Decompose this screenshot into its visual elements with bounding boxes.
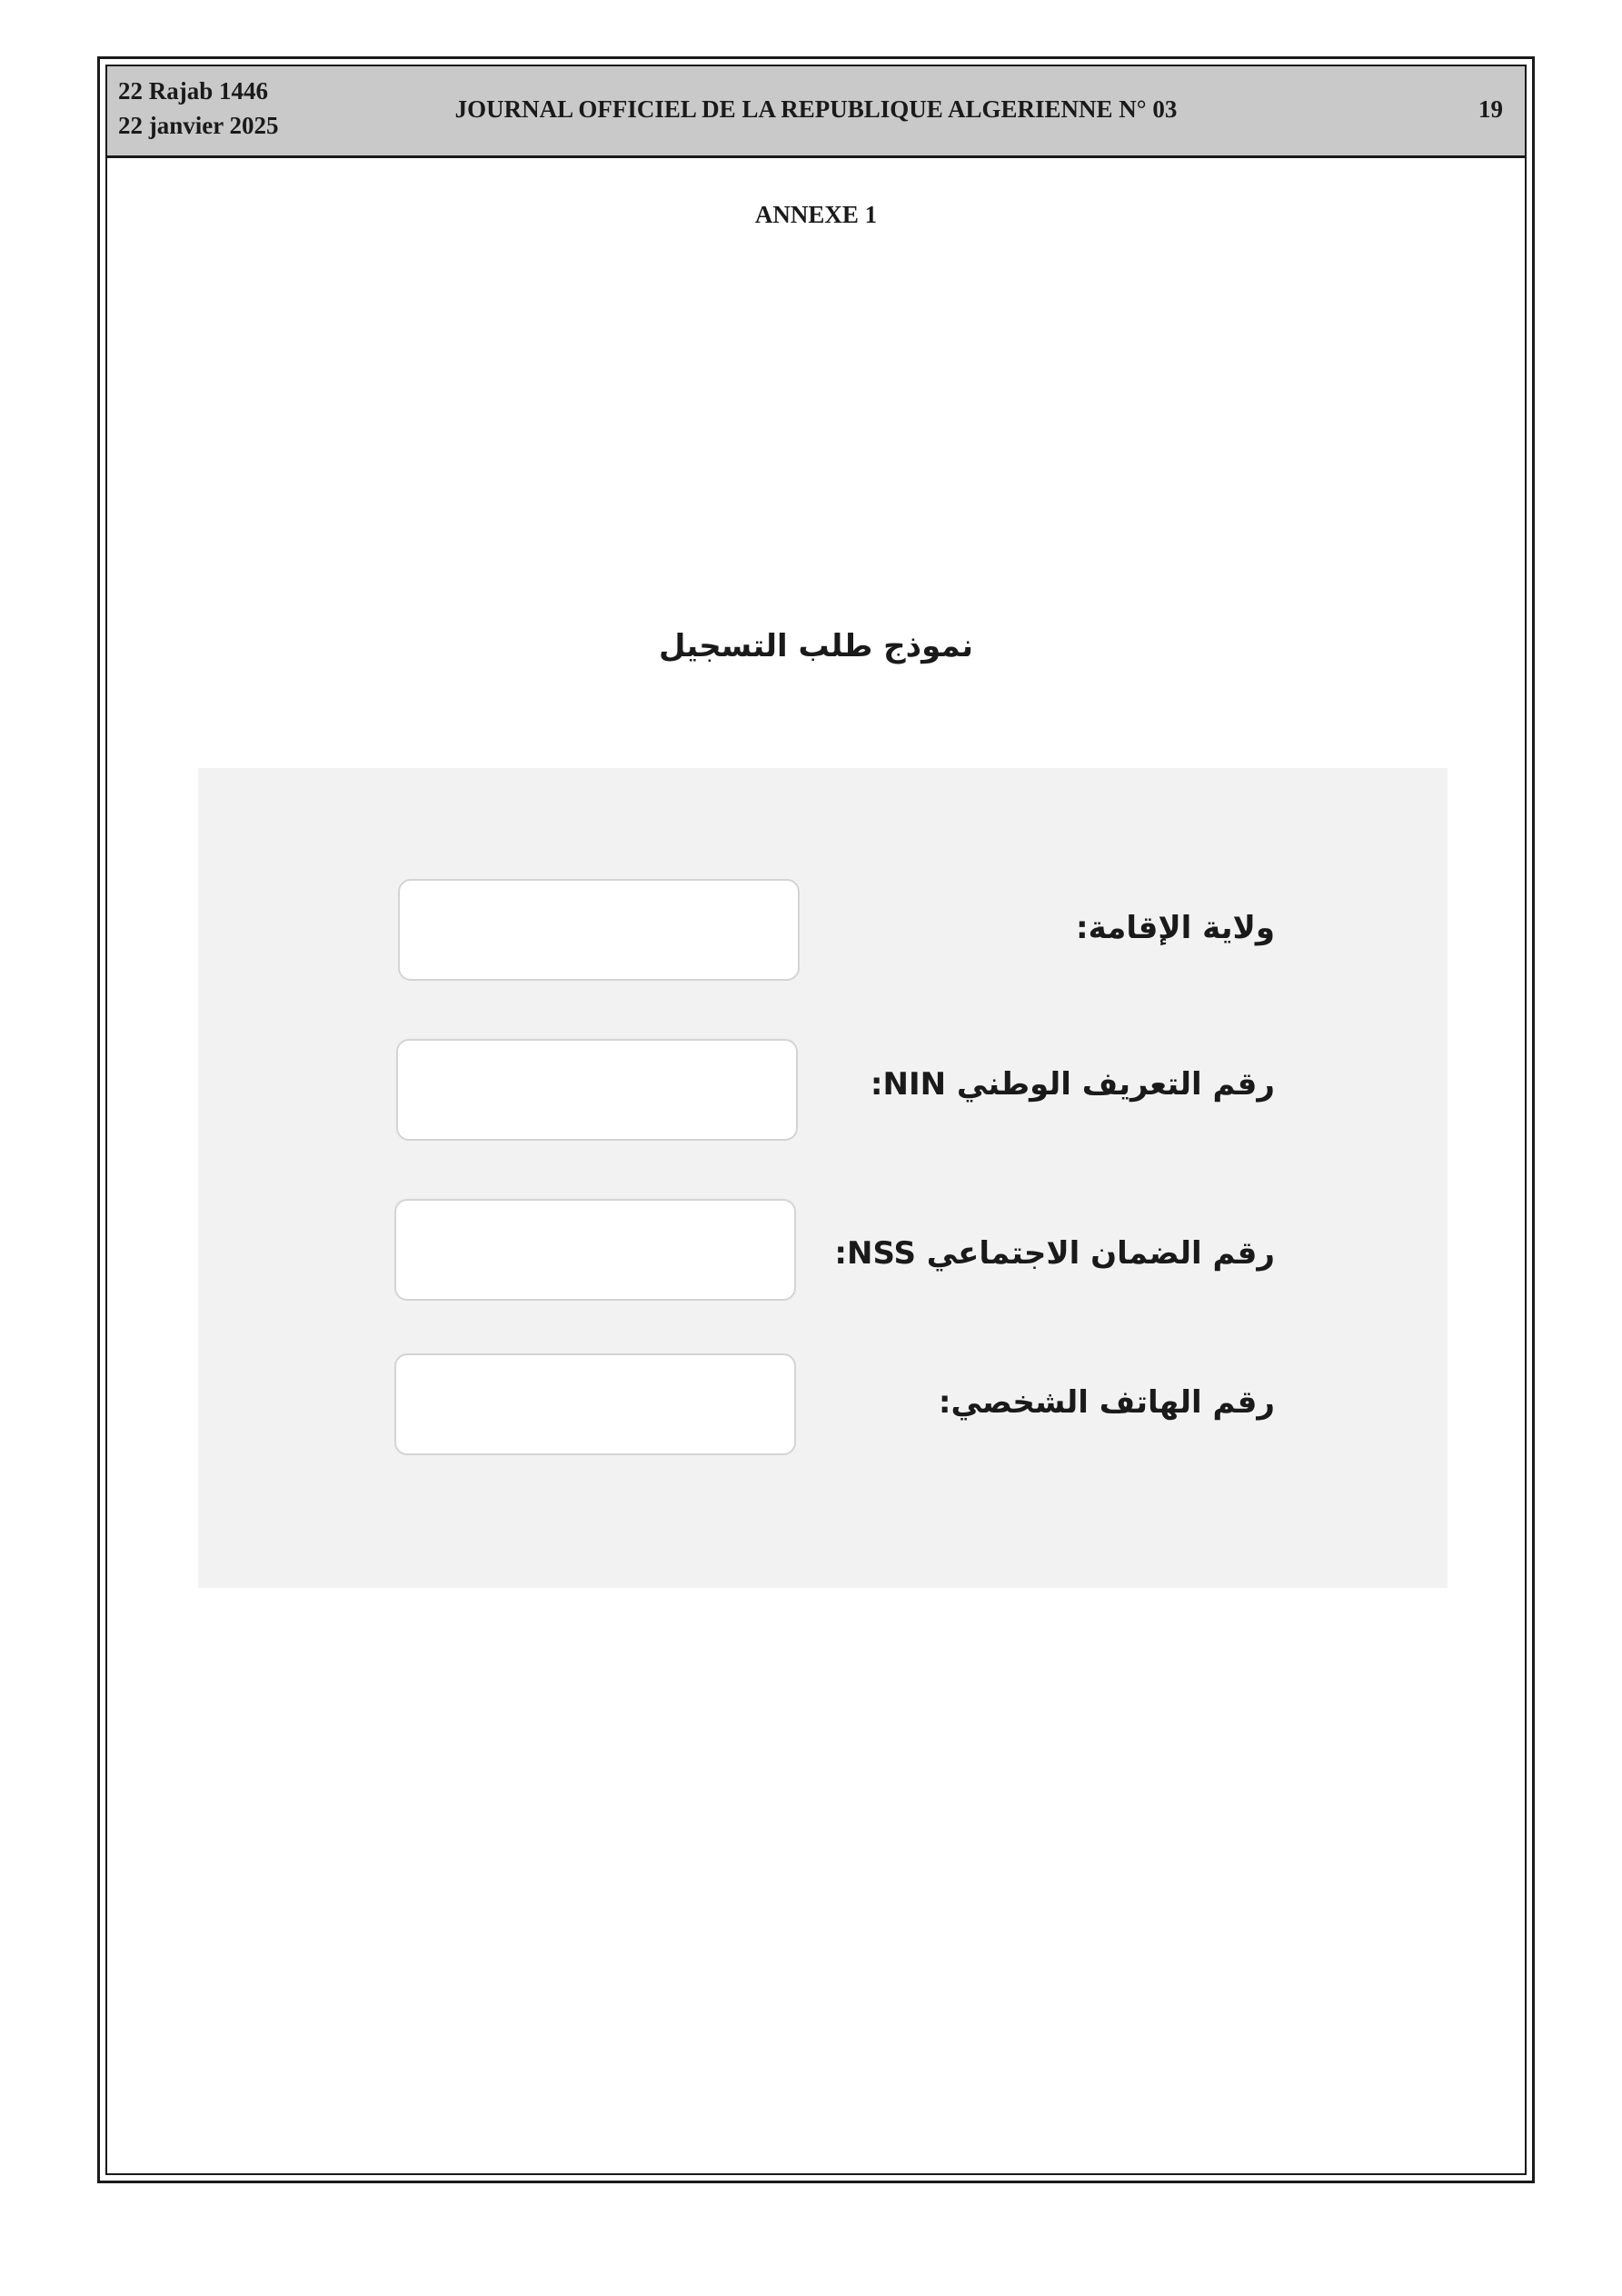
- phone-input[interactable]: [394, 1353, 796, 1455]
- field-row-nss: [198, 1199, 1448, 1303]
- journal-title: JOURNAL OFFICIEL DE LA REPUBLIQUE ALGERIENNE N° 03: [454, 95, 1178, 123]
- page-number: 19: [1478, 95, 1503, 123]
- header-date-gregorian: 22 janvier 2025: [118, 112, 279, 139]
- nss-label: رقم الضمان الاجتماعي NSS:: [834, 1235, 1275, 1272]
- form-title: نموذج طلب التسجيل: [658, 628, 974, 664]
- field-row-phone: [198, 1353, 1448, 1457]
- wilaya-input[interactable]: [398, 879, 800, 981]
- nss-input[interactable]: [394, 1199, 796, 1301]
- field-row-nin: [198, 1039, 1448, 1143]
- phone-label: رقم الهاتف الشخصي:: [938, 1384, 1275, 1421]
- field-row-wilaya: [198, 879, 1448, 983]
- page-header: [107, 66, 1525, 158]
- annex-title: ANNEXE 1: [754, 201, 878, 228]
- nin-input[interactable]: [396, 1039, 798, 1141]
- registration-form-panel: [198, 768, 1448, 1588]
- wilaya-label: ولاية الإقامة:: [1076, 910, 1275, 946]
- page-frame-inner: [105, 65, 1527, 2175]
- nin-label: رقم التعريف الوطني NIN:: [870, 1066, 1275, 1103]
- header-date-hijri: 22 Rajab 1446: [118, 77, 269, 105]
- page-frame: [97, 56, 1535, 2183]
